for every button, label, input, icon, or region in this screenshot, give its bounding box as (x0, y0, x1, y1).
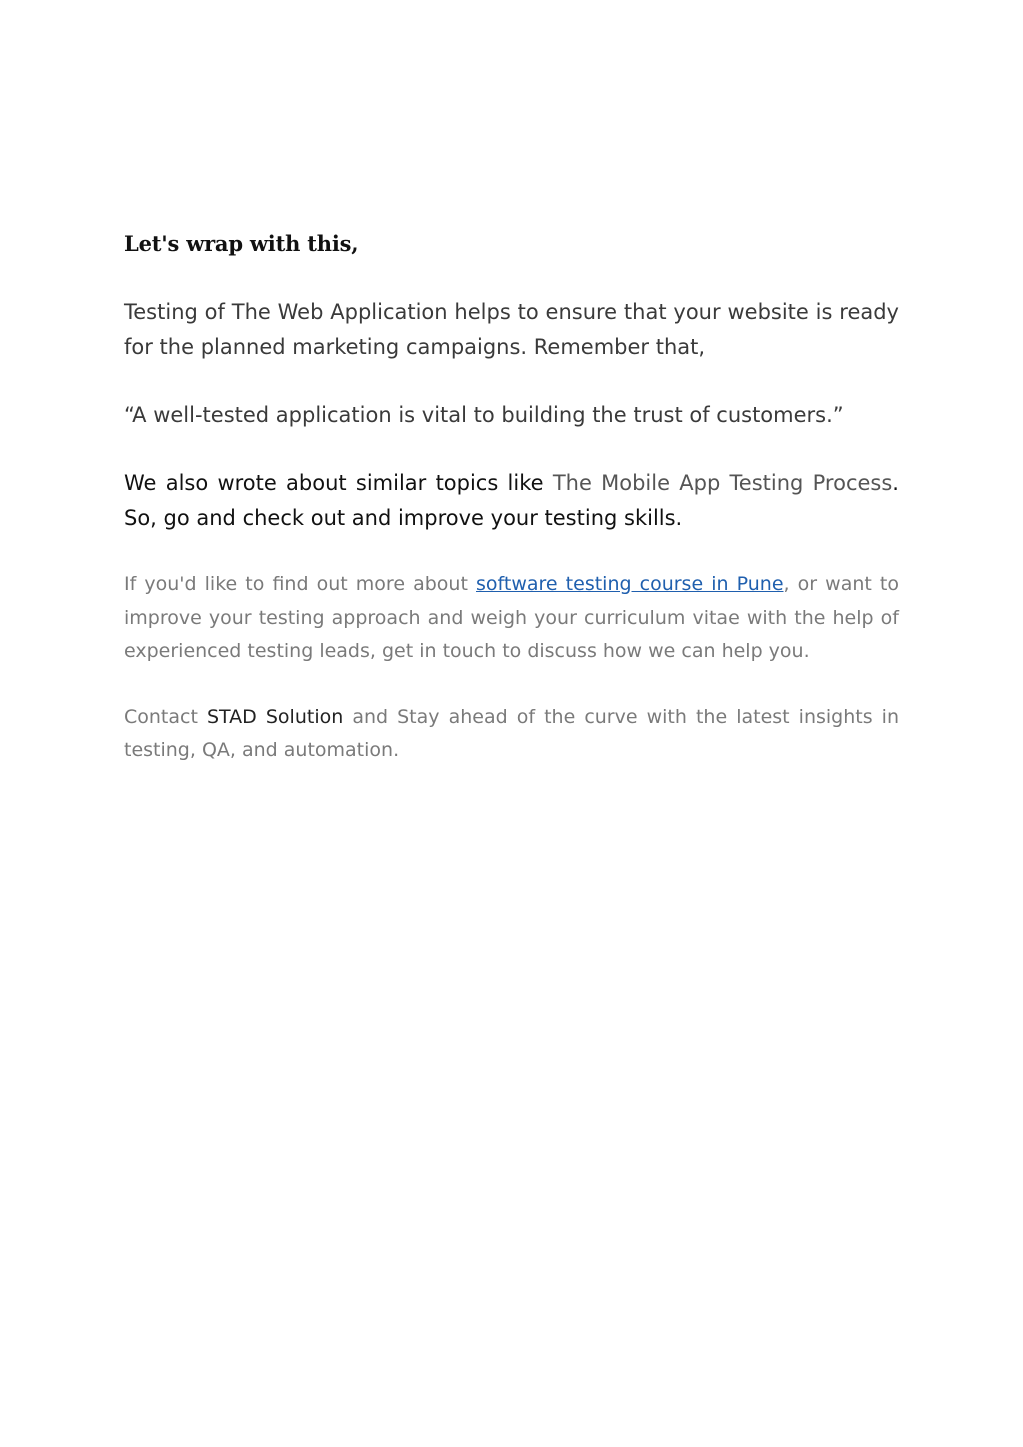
related-topics-text-after: . So, go and check out and improve your testing skills. (124, 471, 899, 530)
contact-paragraph (124, 701, 899, 768)
contact-text-after: and Stay ahead of the curve with the latest insights in testing, QA, and automation. (124, 705, 899, 761)
software-testing-course-link[interactable]: software testing course in Pune (476, 573, 784, 595)
related-topics-text-before: We also wrote about similar topics like (124, 471, 553, 495)
document-page (124, 224, 899, 768)
course-text-before: If you'd like to find out more about (124, 573, 476, 595)
company-name: STAD Solution (206, 705, 344, 728)
quote-paragraph: “A well-tested application is vital to building the trust of customers.” (124, 403, 844, 427)
contact-text-before: Contact (124, 705, 207, 728)
section-heading: Let's wrap with this, (124, 231, 359, 256)
related-topics-paragraph (124, 466, 899, 536)
course-paragraph (124, 568, 899, 669)
course-text-after: , or want to improve your testing approach and weigh your curriculum vitae with the help of experienced testing leads, get in touch to discuss how we can help you. (124, 573, 899, 662)
mobile-app-testing-link[interactable]: The Mobile App Testing Process (552, 471, 893, 495)
intro-paragraph: Testing of The Web Application helps to ensure that your website is ready for the planned marketing campaigns. Remember that, (124, 300, 899, 359)
